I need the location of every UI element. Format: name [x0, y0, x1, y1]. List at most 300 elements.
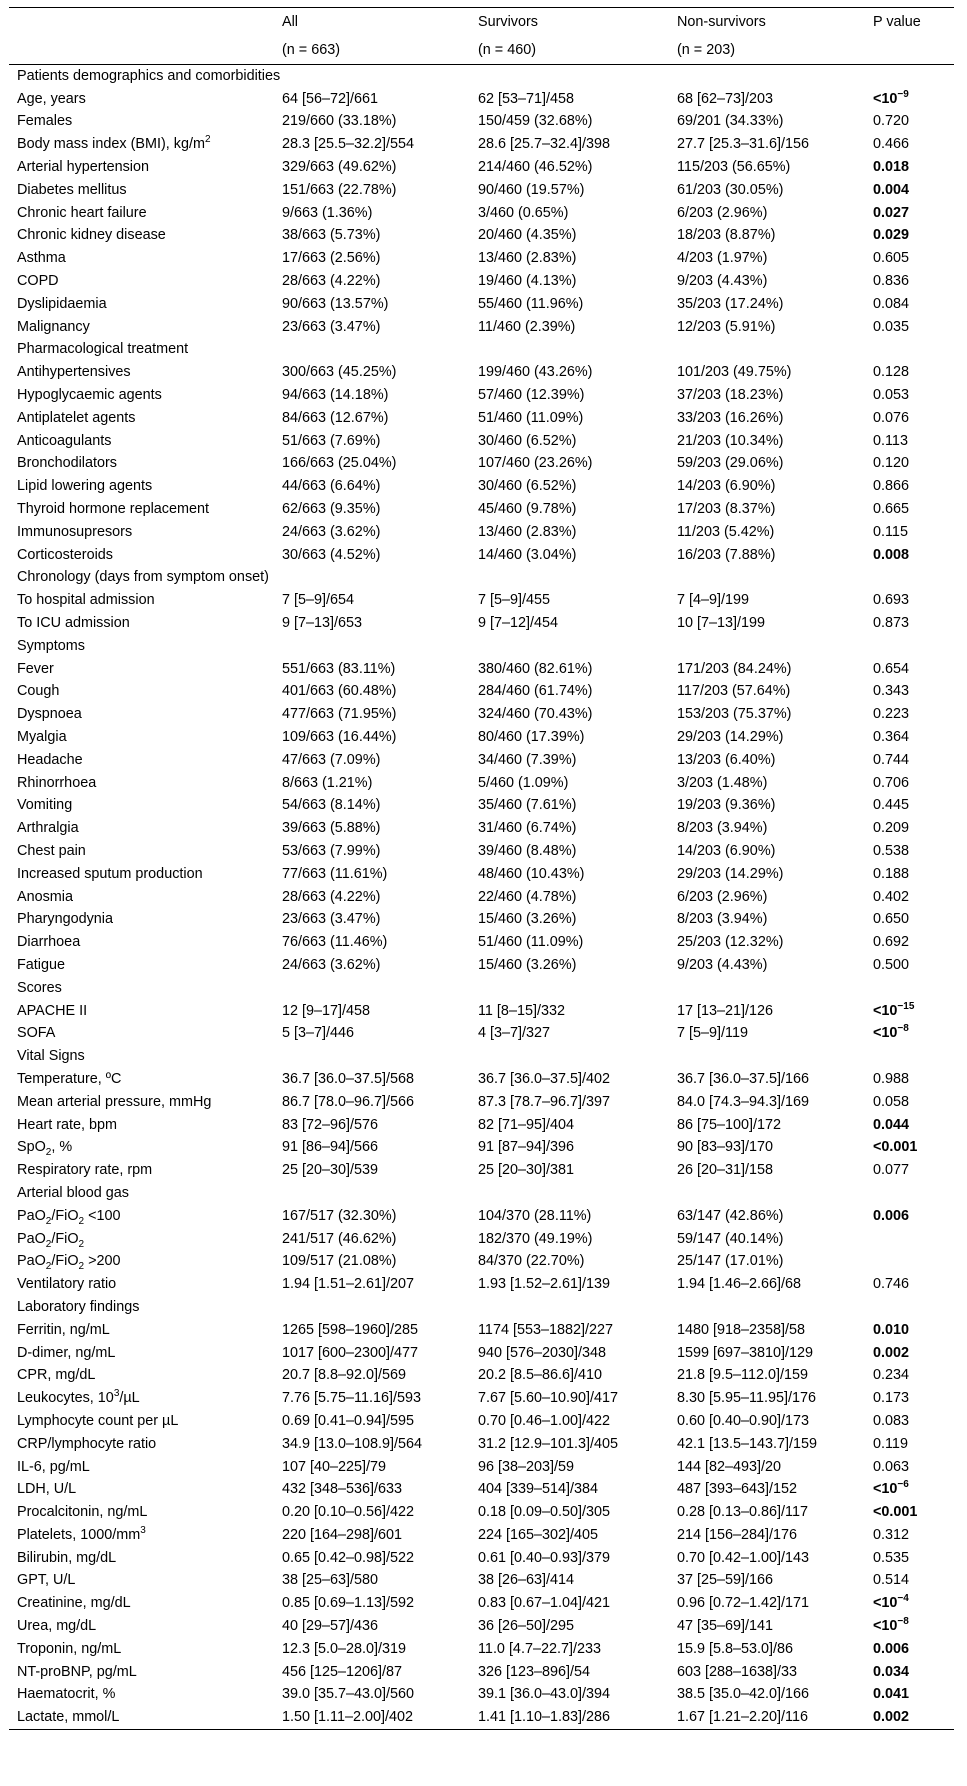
- cell-p-value: [865, 1661, 954, 1684]
- cell-non-survivors: 17/203 (8.37%): [677, 501, 776, 518]
- cell-non-survivors: 29/203 (14.29%): [677, 729, 784, 745]
- cell-non-survivors: 153/203 (75.37%): [677, 706, 792, 723]
- cell-survivors: 5/460 (1.09%): [478, 774, 569, 791]
- cell-non-survivors: 0.70 [0.42–1.00]/143: [677, 1549, 810, 1566]
- row-label-text: Dyspnoea: [17, 706, 82, 723]
- cell-survivors: 324/460 (70.43%): [478, 706, 593, 723]
- row-label: [9, 1091, 274, 1114]
- cell-non-survivors: 16/203 (7.88%): [677, 546, 776, 563]
- section-title: Pharmacological treatment: [17, 341, 189, 358]
- row-label-text: LDH, U/L: [17, 1481, 77, 1498]
- cell-non-survivors: 487 [393–643]/152: [677, 1481, 798, 1498]
- table-row: [9, 1068, 954, 1091]
- row-label-sup: 3: [113, 1388, 120, 1400]
- table-row: [9, 1228, 954, 1251]
- cell-all: 91 [86–94]/566: [282, 1139, 379, 1156]
- row-label: [9, 795, 274, 818]
- row-label: [9, 1364, 274, 1387]
- cell-survivors: 57/460 (12.39%): [478, 387, 585, 404]
- table-row: [9, 1547, 954, 1570]
- row-label: [9, 840, 274, 863]
- p-value-text: 0.173: [873, 1390, 910, 1407]
- cell-p-value: [865, 293, 954, 316]
- p-value-text: <0.001: [873, 1139, 918, 1156]
- cell-survivors: 224 [165–302]/405: [478, 1526, 599, 1543]
- cell-p-value: [865, 430, 954, 453]
- cell-p-value: [865, 1159, 954, 1182]
- cell-survivors: 36 [26–50]/295: [478, 1618, 575, 1635]
- row-label: [9, 1570, 274, 1593]
- cell-p-value: [865, 111, 954, 134]
- cell-p-value: [865, 316, 954, 339]
- row-label-text: Malignancy: [17, 318, 90, 335]
- cell-all: 28.3 [25.5–32.2]/554: [282, 136, 415, 153]
- p-value-text: 0.223: [873, 706, 910, 723]
- row-label-text: PaO: [17, 1253, 46, 1270]
- cell-p-value: [865, 1319, 954, 1342]
- cell-all: 44/663 (6.64%): [282, 478, 381, 495]
- row-label-text: Asthma: [17, 250, 66, 267]
- cell-survivors: 39.1 [36.0–43.0]/394: [478, 1686, 611, 1703]
- row-label-text: Mean arterial pressure, mmHg: [17, 1093, 212, 1110]
- row-label-text: Heart rate, bpm: [17, 1116, 117, 1133]
- cell-p-value: [865, 589, 954, 612]
- p-value-exponent: −8: [897, 1023, 909, 1035]
- cell-p-value: [865, 1114, 954, 1137]
- p-value-text: 0.693: [873, 592, 910, 609]
- table-row: [9, 1319, 954, 1342]
- cell-all: 1265 [598–1960]/285: [282, 1321, 419, 1338]
- table-row: [9, 1136, 954, 1159]
- cell-non-survivors: 59/147 (40.14%): [677, 1230, 784, 1247]
- p-value-text: <10: [873, 90, 898, 107]
- section-title: Symptoms: [17, 637, 85, 654]
- row-label: [9, 1547, 274, 1570]
- cell-p-value: [865, 1547, 954, 1570]
- section-row: [9, 567, 954, 590]
- p-value-text: <10: [873, 1002, 898, 1019]
- cell-all: 76/663 (11.46%): [282, 934, 388, 951]
- table-row: [9, 1478, 954, 1501]
- header-cell-all: All: [274, 8, 470, 37]
- p-value-text: <0.001: [873, 1504, 918, 1521]
- cell-all: 28/663 (4.22%): [282, 273, 381, 290]
- p-value-text: 0.988: [873, 1070, 910, 1087]
- row-label: [9, 1524, 274, 1547]
- p-value-text: 0.744: [873, 751, 910, 768]
- cell-all: 167/517 (32.30%): [282, 1207, 397, 1224]
- cell-survivors: 404 [339–514]/384: [478, 1481, 599, 1498]
- row-label-text: CPR, mg/dL: [17, 1367, 96, 1384]
- cell-all: 30/663 (4.52%): [282, 546, 381, 563]
- row-label-sup: 3: [140, 1525, 146, 1537]
- table-row: [9, 703, 954, 726]
- cell-non-survivors: 42.1 [13.5–143.7]/159: [677, 1435, 818, 1452]
- cell-survivors: 940 [576–2030]/348: [478, 1344, 607, 1361]
- cell-p-value: [865, 886, 954, 909]
- cell-survivors: 4 [3–7]/327: [478, 1025, 551, 1042]
- header-count-label: [9, 36, 274, 65]
- cell-non-survivors: 36.7 [36.0–37.5]/166: [677, 1070, 810, 1087]
- p-value-text: 0.029: [873, 227, 910, 244]
- row-label-sub2: 2: [78, 1261, 85, 1273]
- row-label: [9, 1615, 274, 1638]
- cell-all: 166/663 (25.04%): [282, 455, 397, 472]
- cell-all: 84/663 (12.67%): [282, 409, 389, 426]
- table-row: [9, 1684, 954, 1707]
- p-value-text: 0.002: [873, 1709, 910, 1726]
- section-title: Chronology (days from symptom onset): [17, 569, 269, 586]
- cell-survivors: 30/460 (6.52%): [478, 432, 577, 449]
- table-row: [9, 840, 954, 863]
- table-row: [9, 156, 954, 179]
- row-label: [9, 111, 274, 134]
- cell-survivors: 7.67 [5.60–10.90]/417: [478, 1390, 619, 1407]
- cell-p-value: [865, 1022, 954, 1045]
- header-counts-row: [9, 36, 954, 65]
- row-label-text: IL-6, pg/mL: [17, 1458, 90, 1475]
- cell-non-survivors: 603 [288–1638]/33: [677, 1663, 798, 1680]
- cell-all: 12.3 [5.0–28.0]/319: [282, 1640, 407, 1657]
- cell-p-value: [865, 498, 954, 521]
- row-label-mid: /FiO: [51, 1230, 79, 1247]
- section-title: Vital Signs: [17, 1048, 85, 1065]
- cell-survivors: 39/460 (8.48%): [478, 842, 577, 859]
- p-value-text: 0.720: [873, 113, 910, 130]
- cell-survivors: 80/460 (17.39%): [478, 729, 585, 745]
- cell-survivors: 1174 [553–1882]/227: [478, 1321, 613, 1338]
- row-label-text: Troponin, ng/mL: [17, 1640, 122, 1657]
- cell-p-value: [865, 202, 954, 225]
- cell-non-survivors: 25/203 (12.32%): [677, 934, 784, 951]
- cell-all: 39/663 (5.88%): [282, 820, 381, 837]
- cell-survivors: 199/460 (43.26%): [478, 364, 593, 381]
- p-value-exponent: −4: [897, 1593, 909, 1605]
- p-value-text: 0.076: [873, 409, 910, 426]
- cell-survivors: 51/460 (11.09%): [478, 934, 584, 951]
- cell-survivors: 87.3 [78.7–96.7]/397: [478, 1093, 611, 1110]
- cell-non-survivors: 21/203 (10.34%): [677, 432, 784, 449]
- cell-all: 38/663 (5.73%): [282, 227, 381, 244]
- table-row: [9, 589, 954, 612]
- row-label-text: Fever: [17, 660, 54, 677]
- p-value-text: 0.035: [873, 318, 910, 335]
- table-row: [9, 1592, 954, 1615]
- row-label: [9, 407, 274, 430]
- cell-p-value: [865, 270, 954, 293]
- table-row: [9, 681, 954, 704]
- row-label-text: Immunosupresors: [17, 523, 133, 540]
- row-label: [9, 931, 274, 954]
- cell-non-survivors: 12/203 (5.91%): [677, 318, 776, 335]
- cell-survivors: 96 [38–203]/59: [478, 1458, 575, 1475]
- cell-all: 53/663 (7.99%): [282, 842, 381, 859]
- p-value-text: 0.002: [873, 1344, 910, 1361]
- section-row: [9, 1182, 954, 1205]
- cell-p-value: [865, 772, 954, 795]
- table-row: [9, 521, 954, 544]
- p-value-exponent: −15: [897, 1000, 915, 1012]
- row-label-text: Haematocrit, %: [17, 1686, 116, 1703]
- cell-non-survivors: 1599 [697–3810]/129: [677, 1344, 814, 1361]
- cell-p-value: [865, 658, 954, 681]
- p-value-text: 0.535: [873, 1549, 910, 1566]
- cell-all: 39.0 [35.7–43.0]/560: [282, 1686, 415, 1703]
- cell-survivors: 31.2 [12.9–101.3]/405: [478, 1435, 619, 1452]
- row-label-text: Headache: [17, 751, 83, 768]
- table-row: [9, 498, 954, 521]
- table-row: [9, 111, 954, 134]
- cell-all: 51/663 (7.69%): [282, 432, 381, 449]
- cell-all: 90/663 (13.57%): [282, 295, 389, 312]
- row-label: [9, 225, 274, 248]
- row-label: [9, 1456, 274, 1479]
- cell-non-survivors: 9/203 (4.43%): [677, 273, 768, 290]
- p-value-text: 0.466: [873, 136, 910, 153]
- cell-p-value: [865, 225, 954, 248]
- row-label: [9, 863, 274, 886]
- cell-p-value: [865, 795, 954, 818]
- cell-non-survivors: 29/203 (14.29%): [677, 865, 784, 882]
- row-label-text: SpO: [17, 1139, 46, 1156]
- cell-non-survivors: 68 [62–73]/203: [677, 90, 774, 107]
- table-row: [9, 453, 954, 476]
- table-row: [9, 407, 954, 430]
- cell-non-survivors: 0.28 [0.13–0.86]/117: [677, 1504, 808, 1521]
- cell-p-value: [865, 749, 954, 772]
- cell-non-survivors: 8/203 (3.94%): [677, 911, 768, 928]
- row-label: [9, 156, 274, 179]
- cell-non-survivors: 33/203 (16.26%): [677, 409, 784, 426]
- cell-non-survivors: 1.67 [1.21–2.20]/116: [669, 1706, 865, 1729]
- header-cell-label: [9, 8, 274, 37]
- cell-survivors: 326 [123–896]/54: [478, 1663, 591, 1680]
- p-value-text: 0.119: [873, 1435, 908, 1452]
- row-label-after: <100: [84, 1207, 121, 1224]
- cell-p-value: [865, 954, 954, 977]
- row-label-text: Diarrhoea: [17, 934, 81, 951]
- cell-p-value: [865, 840, 954, 863]
- cell-survivors: 22/460 (4.78%): [478, 888, 577, 905]
- row-label-sub: 2: [45, 1147, 52, 1159]
- cell-non-survivors: 3/203 (1.48%): [677, 774, 768, 791]
- row-label-text: Respiratory rate, rpm: [17, 1162, 153, 1179]
- cell-all: 5 [3–7]/446: [282, 1025, 355, 1042]
- table-row: [9, 658, 954, 681]
- p-value-exponent: −6: [897, 1479, 909, 1491]
- p-value-text: 0.018: [873, 159, 910, 176]
- table-row: [9, 1501, 954, 1524]
- p-value-text: 0.706: [873, 774, 910, 791]
- cell-all: 83 [72–96]/576: [282, 1116, 379, 1133]
- p-value-text: <10: [873, 1025, 898, 1042]
- table-row: [9, 726, 954, 749]
- cell-p-value: [865, 475, 954, 498]
- row-label-text: Age, years: [17, 90, 86, 107]
- cell-all: 0.20 [0.10–0.56]/422: [282, 1504, 415, 1521]
- cell-all: 62/663 (9.35%): [282, 501, 381, 518]
- table-row: [9, 1000, 954, 1023]
- cell-all: 38 [25–63]/580: [282, 1572, 379, 1589]
- cell-p-value: [865, 1501, 954, 1524]
- cell-all: 329/663 (49.62%): [282, 159, 397, 176]
- cell-non-survivors: 17 [13–21]/126: [677, 1002, 774, 1019]
- table-row: [9, 133, 954, 156]
- row-label: [9, 202, 274, 225]
- row-label-sub: 2: [45, 1215, 52, 1227]
- cell-all: 77/663 (11.61%): [282, 865, 388, 882]
- cell-p-value: [865, 1570, 954, 1593]
- p-value-text: 0.083: [873, 1412, 910, 1429]
- section-row: [9, 1296, 954, 1319]
- cell-non-survivors: 47 [35–69]/141: [677, 1618, 774, 1635]
- table-row: [9, 886, 954, 909]
- cell-survivors: 1.41 [1.10–1.83]/286: [470, 1706, 669, 1729]
- p-value-text: 0.044: [873, 1116, 910, 1133]
- p-value-text: 0.006: [873, 1640, 910, 1657]
- cell-all: 0.85 [0.69–1.13]/592: [282, 1595, 415, 1612]
- cell-all: 109/663 (16.44%): [282, 729, 397, 745]
- cell-survivors: 0.61 [0.40–0.93]/379: [478, 1549, 611, 1566]
- p-value-text: 0.312: [873, 1526, 910, 1543]
- p-value-text: 0.605: [873, 250, 910, 267]
- cell-non-survivors: 11/203 (5.42%): [677, 523, 775, 540]
- cell-all: 20.7 [8.8–92.0]/569: [282, 1367, 407, 1384]
- cell-all: 24/663 (3.62%): [282, 523, 381, 540]
- cell-p-value: [865, 179, 954, 202]
- p-value-text: <10: [873, 1618, 898, 1635]
- cell-non-survivors: 13/203 (6.40%): [677, 751, 776, 768]
- table-row: [9, 270, 954, 293]
- row-label: [9, 886, 274, 909]
- row-label-text: Cough: [17, 683, 60, 700]
- cell-p-value: [865, 1706, 954, 1729]
- cell-survivors: 13/460 (2.83%): [478, 523, 577, 540]
- row-label: [9, 1501, 274, 1524]
- cell-p-value: [865, 1684, 954, 1707]
- table-row: [9, 1524, 954, 1547]
- cell-survivors: 0.83 [0.67–1.04]/421: [478, 1595, 611, 1612]
- p-value-text: 0.866: [873, 478, 910, 495]
- cell-all: 0.69 [0.41–0.94]/595: [282, 1412, 415, 1429]
- row-label: [9, 1250, 274, 1273]
- table-row: [9, 316, 954, 339]
- cell-p-value: [865, 863, 954, 886]
- cell-survivors: 55/460 (11.96%): [478, 295, 584, 312]
- table-row: [9, 293, 954, 316]
- row-label-text: Females: [17, 113, 73, 130]
- row-label: [9, 1706, 274, 1729]
- row-label-text: Vomiting: [17, 797, 73, 814]
- row-label: [9, 1000, 274, 1023]
- table-row: [9, 1250, 954, 1273]
- cell-p-value: [865, 1456, 954, 1479]
- row-label-text: Lymphocyte count per µL: [17, 1412, 179, 1429]
- cell-survivors: 19/460 (4.13%): [478, 273, 577, 290]
- p-value-text: 0.128: [873, 364, 910, 381]
- section-title: Arterial blood gas: [17, 1184, 129, 1201]
- cell-survivors: 284/460 (61.74%): [478, 683, 593, 700]
- table-row: [9, 88, 954, 111]
- cell-non-survivors: 38.5 [35.0–42.0]/166: [677, 1686, 810, 1703]
- cell-all: 109/517 (21.08%): [282, 1253, 397, 1270]
- table-row: [9, 247, 954, 270]
- cell-non-survivors: 63/147 (42.86%): [677, 1207, 784, 1224]
- cell-p-value: [865, 1250, 954, 1273]
- p-value-exponent: −9: [897, 88, 909, 100]
- row-label-text: Creatinine, mg/dL: [17, 1595, 131, 1612]
- cell-all: 0.65 [0.42–0.98]/522: [282, 1549, 415, 1566]
- cell-all: 23/663 (3.47%): [282, 911, 381, 928]
- cell-non-survivors: 1.94 [1.46–2.66]/68: [677, 1276, 802, 1293]
- cell-p-value: [865, 681, 954, 704]
- cell-p-value: [865, 544, 954, 567]
- cell-survivors: 0.70 [0.46–1.00]/422: [478, 1412, 611, 1429]
- row-label-text: Increased sputum production: [17, 865, 203, 882]
- cell-non-survivors: 7 [4–9]/199: [677, 592, 750, 609]
- row-label: [9, 247, 274, 270]
- p-value-text: 0.113: [873, 432, 908, 449]
- row-label: [9, 270, 274, 293]
- row-label-sub2: 2: [78, 1238, 85, 1250]
- cell-p-value: [865, 88, 954, 111]
- cell-survivors: 38 [26–63]/414: [478, 1572, 575, 1589]
- cell-non-survivors: 8.30 [5.95–11.95]/176: [677, 1390, 816, 1407]
- cell-all: 47/663 (7.09%): [282, 751, 381, 768]
- row-label: [9, 430, 274, 453]
- p-value-text: 0.077: [873, 1162, 910, 1179]
- table-row: [9, 954, 954, 977]
- table-row: [9, 817, 954, 840]
- cell-non-survivors: 214 [156–284]/176: [677, 1526, 798, 1543]
- p-value-text: 0.010: [873, 1321, 910, 1338]
- cell-non-survivors: 6/203 (2.96%): [677, 888, 768, 905]
- table-row: [9, 1387, 954, 1410]
- section-title: Patients demographics and comorbidities: [17, 67, 281, 84]
- cell-survivors: 7 [5–9]/455: [478, 592, 551, 609]
- row-label-text: D-dimer, ng/mL: [17, 1344, 116, 1361]
- header-cell-survivors: Survivors: [470, 8, 669, 37]
- row-label-text: Body mass index (BMI), kg/m: [17, 136, 205, 153]
- row-label: [9, 1410, 274, 1433]
- cell-survivors: 9 [7–12]/454: [478, 615, 559, 632]
- cell-p-value: [865, 1478, 954, 1501]
- row-label-sub: 2: [45, 1238, 52, 1250]
- cell-non-survivors: 21.8 [9.5–112.0]/159: [677, 1367, 808, 1384]
- cell-p-value: [865, 1410, 954, 1433]
- row-label: [9, 88, 274, 111]
- cell-survivors: 82 [71–95]/404: [478, 1116, 575, 1133]
- table-row: [9, 1342, 954, 1365]
- cell-survivors: 90/460 (19.57%): [478, 181, 585, 198]
- cell-non-survivors: 61/203 (30.05%): [677, 181, 784, 198]
- row-label-text: Ferritin, ng/mL: [17, 1321, 110, 1338]
- cell-non-survivors: 10 [7–13]/199: [677, 615, 766, 632]
- cell-survivors: 20.2 [8.5–86.6]/410: [478, 1367, 603, 1384]
- cell-p-value: [865, 1068, 954, 1091]
- section-row: [9, 635, 954, 658]
- p-value-text: 0.514: [873, 1572, 910, 1589]
- cell-all: 151/663 (22.78%): [282, 181, 397, 198]
- cell-non-survivors: 25/147 (17.01%): [677, 1253, 784, 1270]
- cell-non-survivors: 7 [5–9]/119: [677, 1025, 748, 1042]
- cell-non-survivors: 1480 [918–2358]/58: [677, 1321, 806, 1338]
- row-label-text: Antihypertensives: [17, 364, 131, 381]
- row-label-text: Leukocytes, 10: [17, 1390, 114, 1407]
- p-value-text: 0.041: [873, 1686, 910, 1703]
- cell-all: 9/663 (1.36%): [282, 204, 373, 221]
- row-label: [9, 1684, 274, 1707]
